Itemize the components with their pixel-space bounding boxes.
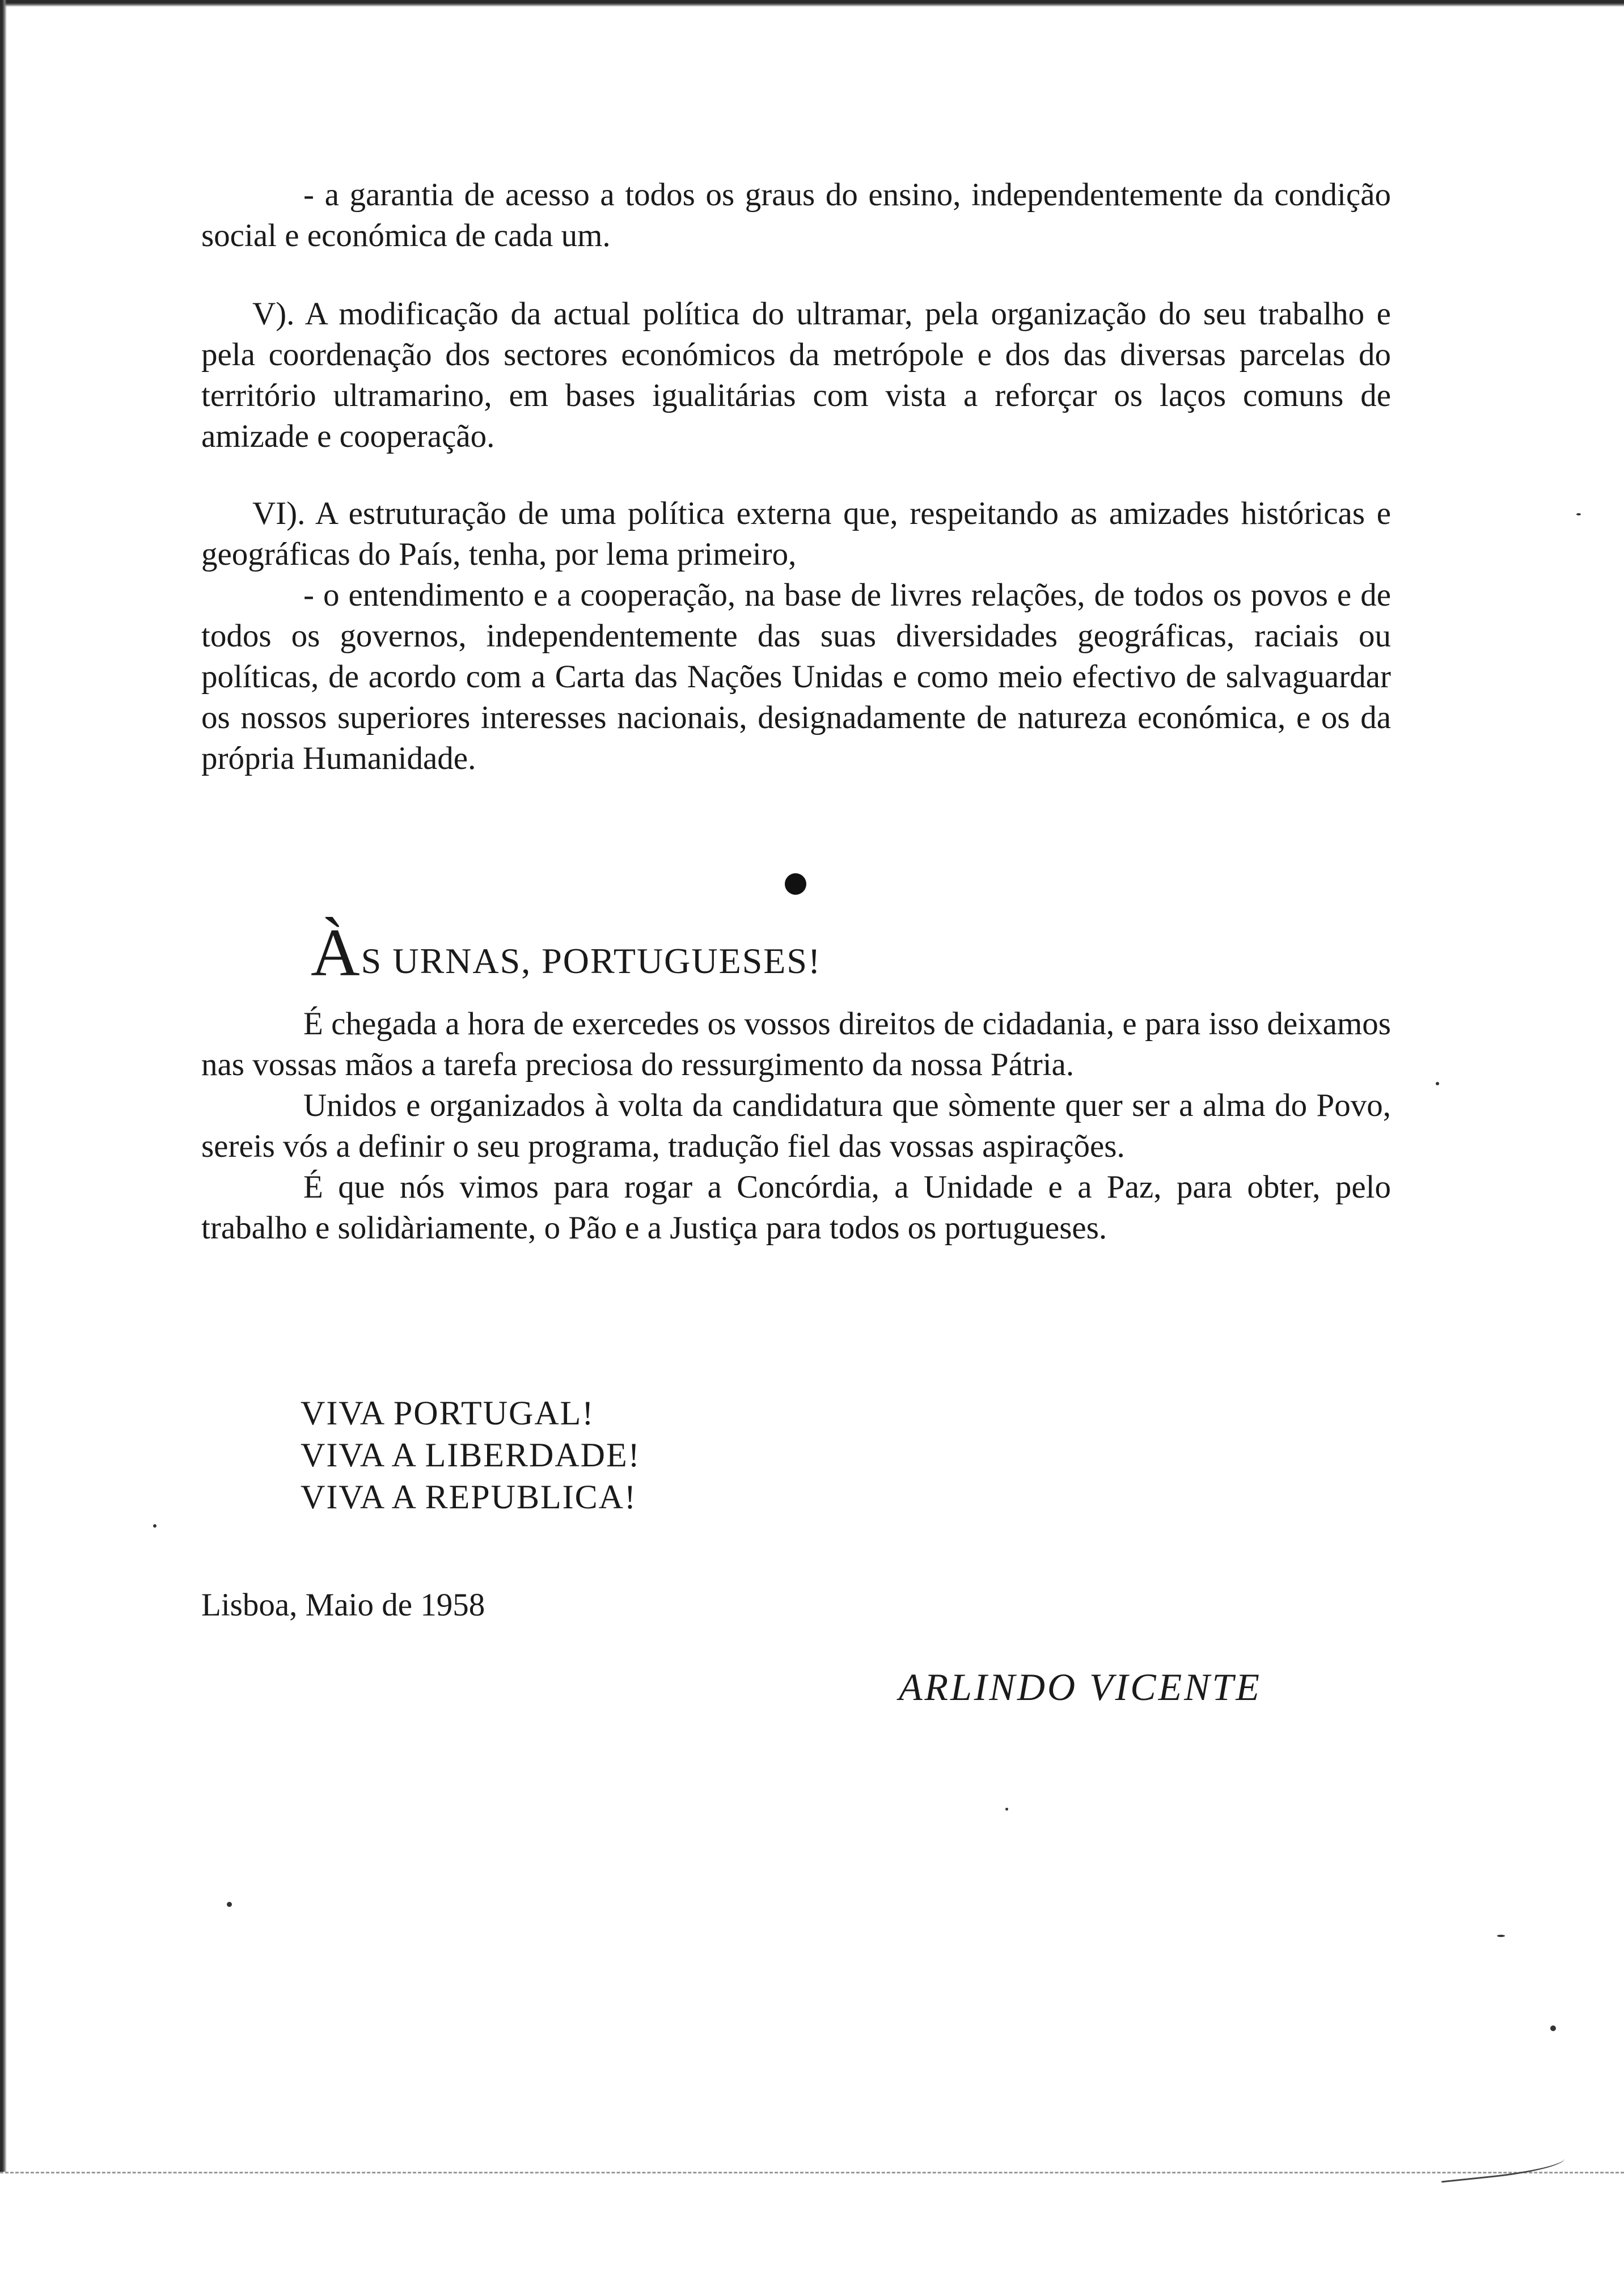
appeal-paragraph-3: É que nós vimos para rogar a Concórdia, a Unidade e a Paz, para obter, pelo trabalho e solidàriamente, o Pão e a Justiça para todos os portugueses. xyxy=(201,1169,1391,1246)
paragraph-item-vi-detail: - o entendimento e a cooperação, na base de livres relações, de todos os povos e de todos os governos, independentemente das suas diversidades geográficas, raciais ou políticas, de acordo com a Carta das Nações Unidas e como meio efectivo de salvaguardar os nossos superiores interesses nacionais, designadamente de natureza económica, e os da própria Humanidade. xyxy=(201,577,1391,776)
scan-speck xyxy=(1436,1082,1439,1085)
scan-edge-bottom xyxy=(0,2172,1624,2288)
heading-text: S URNAS, PORTUGUESES! xyxy=(361,941,822,981)
section-vi-foreign-policy xyxy=(201,493,1391,779)
list-item-education-access xyxy=(201,175,1391,256)
scan-edge-top xyxy=(0,0,1624,7)
scan-speck xyxy=(1550,2025,1556,2031)
appeal-paragraph-2: Unidos e organizados à volta da candidatura que sòmente quer ser a alma do Povo, sereis vós a definir o seu programa, tradução fiel das vossas aspirações. xyxy=(201,1088,1391,1164)
heading-initial: À xyxy=(311,915,361,990)
paragraph-education-access: - a garantia de acesso a todos os graus do ensino, independentemente da condição social e económica de cada um. xyxy=(201,177,1391,253)
cheer-line: VIVA A LIBERDADE! xyxy=(301,1436,641,1474)
scan-edge-left xyxy=(0,0,7,2286)
section-separator-dot xyxy=(785,873,806,895)
signature-name: ARLINDO VICENTE xyxy=(899,1665,1262,1708)
section-v-overseas-policy xyxy=(201,294,1391,457)
scan-speck xyxy=(1005,1808,1008,1811)
appeal-body xyxy=(201,1004,1391,1249)
paragraph-item-v: V). A modificação da actual política do ultramar, pela organização do seu trabalho e pela coordenação dos sectores económicos da metrópole e dos das diversas parcelas do território ultramarino, em bases igualitárias com vista a reforçar os laços comuns de amizade e cooperação. xyxy=(201,296,1391,454)
appeal-heading xyxy=(311,915,822,992)
cheer-line: VIVA PORTUGAL! xyxy=(301,1394,595,1432)
appeal-paragraph-1: É chegada a hora de exercedes os vossos direitos de cidadania, e para isso deixamos nas vossas mãos a tarefa preciosa do ressurgimento da nossa Pátria. xyxy=(201,1006,1391,1082)
closing-cheers xyxy=(301,1392,641,1518)
scan-speck xyxy=(153,1524,157,1528)
scan-speck xyxy=(1576,513,1581,515)
scan-speck xyxy=(1497,1935,1505,1937)
scan-speck xyxy=(227,1902,232,1907)
place-and-date: Lisboa, Maio de 1958 xyxy=(201,1587,485,1623)
paragraph-item-vi-intro: VI). A estruturação de uma política externa que, respeitando as amizades históricas e geográficas do País, tenha, por lema primeiro, xyxy=(201,496,1391,572)
cheer-line: VIVA A REPUBLICA! xyxy=(301,1478,637,1516)
